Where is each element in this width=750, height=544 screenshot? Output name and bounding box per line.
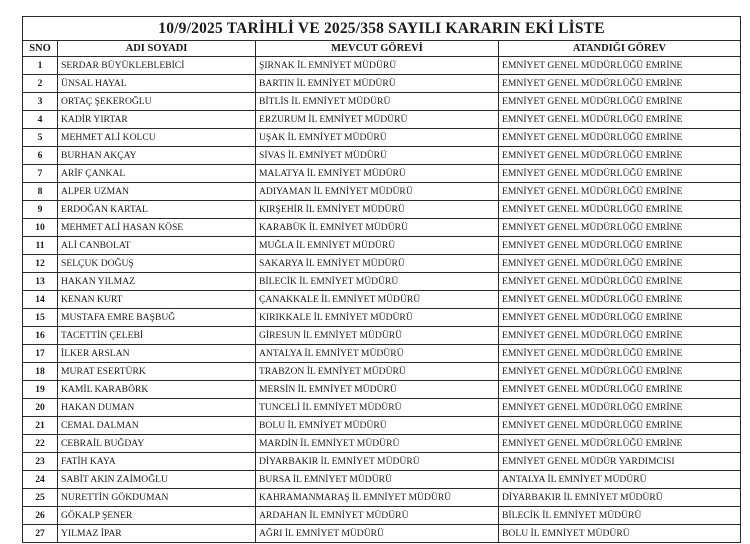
cell-name: KAMİL KARABÖRK xyxy=(58,381,256,399)
cell-current-duty: ÇANAKKALE İL EMNİYET MÜDÜRÜ xyxy=(256,291,499,309)
table-row xyxy=(23,363,741,381)
cell-current-duty: UŞAK İL EMNİYET MÜDÜRÜ xyxy=(256,129,499,147)
cell-assigned-duty: EMNİYET GENEL MÜDÜRLÜĞÜ EMRİNE xyxy=(499,165,741,183)
cell-name: CEMAL DALMAN xyxy=(58,417,256,435)
cell-name: ORTAÇ ŞEKEROĞLU xyxy=(58,93,256,111)
cell-current-duty: TUNCELİ İL EMNİYET MÜDÜRÜ xyxy=(256,399,499,417)
table-row xyxy=(23,507,741,525)
cell-sno: 27 xyxy=(23,525,58,543)
cell-name: SERDAR BÜYÜKLEBLEBİCİ xyxy=(58,57,256,75)
cell-name: NURETTİN GÖKDUMAN xyxy=(58,489,256,507)
cell-name: ARİF ÇANKAL xyxy=(58,165,256,183)
cell-assigned-duty: EMNİYET GENEL MÜDÜR YARDIMCISI xyxy=(499,453,741,471)
cell-current-duty: ARDAHAN İL EMNİYET MÜDÜRÜ xyxy=(256,507,499,525)
table-row xyxy=(23,291,741,309)
cell-current-duty: MUĞLA İL EMNİYET MÜDÜRÜ xyxy=(256,237,499,255)
cell-assigned-duty: EMNİYET GENEL MÜDÜRLÜĞÜ EMRİNE xyxy=(499,327,741,345)
cell-current-duty: DİYARBAKIR İL EMNİYET MÜDÜRÜ xyxy=(256,453,499,471)
cell-current-duty: ADIYAMAN İL EMNİYET MÜDÜRÜ xyxy=(256,183,499,201)
cell-sno: 4 xyxy=(23,111,58,129)
cell-assigned-duty: EMNİYET GENEL MÜDÜRLÜĞÜ EMRİNE xyxy=(499,417,741,435)
cell-sno: 11 xyxy=(23,237,58,255)
table-row xyxy=(23,273,741,291)
cell-current-duty: BOLU İL EMNİYET MÜDÜRÜ xyxy=(256,417,499,435)
cell-assigned-duty: EMNİYET GENEL MÜDÜRLÜĞÜ EMRİNE xyxy=(499,57,741,75)
table-row xyxy=(23,525,741,543)
table-row xyxy=(23,489,741,507)
cell-sno: 18 xyxy=(23,363,58,381)
cell-assigned-duty: EMNİYET GENEL MÜDÜRLÜĞÜ EMRİNE xyxy=(499,381,741,399)
cell-sno: 8 xyxy=(23,183,58,201)
table-row xyxy=(23,57,741,75)
cell-sno: 9 xyxy=(23,201,58,219)
document-title: 10/9/2025 TARİHLİ VE 2025/358 SAYILI KARARIN EKİ LİSTE xyxy=(23,17,741,41)
cell-name: YILMAZ İPAR xyxy=(58,525,256,543)
cell-sno: 3 xyxy=(23,93,58,111)
cell-assigned-duty: DİYARBAKIR İL EMNİYET MÜDÜRÜ xyxy=(499,489,741,507)
cell-assigned-duty: EMNİYET GENEL MÜDÜRLÜĞÜ EMRİNE xyxy=(499,201,741,219)
cell-assigned-duty: ANTALYA İL EMNİYET MÜDÜRÜ xyxy=(499,471,741,489)
cell-current-duty: SAKARYA İL EMNİYET MÜDÜRÜ xyxy=(256,255,499,273)
cell-name: MEHMET ALİ HASAN KÖSE xyxy=(58,219,256,237)
cell-assigned-duty: EMNİYET GENEL MÜDÜRLÜĞÜ EMRİNE xyxy=(499,255,741,273)
cell-name: FATİH KAYA xyxy=(58,453,256,471)
cell-assigned-duty: EMNİYET GENEL MÜDÜRLÜĞÜ EMRİNE xyxy=(499,237,741,255)
cell-name: MUSTAFA EMRE BAŞBUĞ xyxy=(58,309,256,327)
column-header-sno: SNO xyxy=(23,41,58,57)
table-row xyxy=(23,75,741,93)
cell-sno: 22 xyxy=(23,435,58,453)
table-row xyxy=(23,345,741,363)
cell-assigned-duty: EMNİYET GENEL MÜDÜRLÜĞÜ EMRİNE xyxy=(499,291,741,309)
table-row xyxy=(23,381,741,399)
cell-current-duty: MARDİN İL EMNİYET MÜDÜRÜ xyxy=(256,435,499,453)
cell-current-duty: KIRIKKALE İL EMNİYET MÜDÜRÜ xyxy=(256,309,499,327)
cell-sno: 16 xyxy=(23,327,58,345)
cell-name: TACETTİN ÇELEBİ xyxy=(58,327,256,345)
cell-name: SABİT AKIN ZAİMOĞLU xyxy=(58,471,256,489)
cell-name: MEHMET ALİ KOLCU xyxy=(58,129,256,147)
cell-name: ALİ CANBOLAT xyxy=(58,237,256,255)
table-row xyxy=(23,417,741,435)
cell-sno: 6 xyxy=(23,147,58,165)
cell-assigned-duty: EMNİYET GENEL MÜDÜRLÜĞÜ EMRİNE xyxy=(499,147,741,165)
cell-sno: 23 xyxy=(23,453,58,471)
cell-assigned-duty: EMNİYET GENEL MÜDÜRLÜĞÜ EMRİNE xyxy=(499,273,741,291)
table-row xyxy=(23,165,741,183)
table-row xyxy=(23,201,741,219)
cell-sno: 24 xyxy=(23,471,58,489)
cell-sno: 2 xyxy=(23,75,58,93)
cell-name: ERDOĞAN KARTAL xyxy=(58,201,256,219)
cell-current-duty: KIRŞEHİR İL EMNİYET MÜDÜRÜ xyxy=(256,201,499,219)
column-header-assigned-duty: ATANDIĞI GÖREV xyxy=(499,41,741,57)
table-row xyxy=(23,435,741,453)
cell-assigned-duty: EMNİYET GENEL MÜDÜRLÜĞÜ EMRİNE xyxy=(499,93,741,111)
cell-assigned-duty: EMNİYET GENEL MÜDÜRLÜĞÜ EMRİNE xyxy=(499,435,741,453)
cell-current-duty: GİRESUN İL EMNİYET MÜDÜRÜ xyxy=(256,327,499,345)
cell-assigned-duty: EMNİYET GENEL MÜDÜRLÜĞÜ EMRİNE xyxy=(499,219,741,237)
cell-name: HAKAN DUMAN xyxy=(58,399,256,417)
cell-current-duty: BARTIN İL EMNİYET MÜDÜRÜ xyxy=(256,75,499,93)
cell-sno: 21 xyxy=(23,417,58,435)
cell-assigned-duty: EMNİYET GENEL MÜDÜRLÜĞÜ EMRİNE xyxy=(499,309,741,327)
cell-assigned-duty: EMNİYET GENEL MÜDÜRLÜĞÜ EMRİNE xyxy=(499,129,741,147)
cell-sno: 17 xyxy=(23,345,58,363)
cell-name: ALPER UZMAN xyxy=(58,183,256,201)
table-row xyxy=(23,471,741,489)
cell-assigned-duty: BOLU İL EMNİYET MÜDÜRÜ xyxy=(499,525,741,543)
cell-name: GÖKALP ŞENER xyxy=(58,507,256,525)
cell-sno: 19 xyxy=(23,381,58,399)
table-row xyxy=(23,327,741,345)
cell-current-duty: BİLECİK İL EMNİYET MÜDÜRÜ xyxy=(256,273,499,291)
header-row xyxy=(23,41,741,57)
table-row xyxy=(23,147,741,165)
cell-assigned-duty: BİLECİK İL EMNİYET MÜDÜRÜ xyxy=(499,507,741,525)
cell-name: MURAT ESERTÜRK xyxy=(58,363,256,381)
cell-sno: 7 xyxy=(23,165,58,183)
cell-sno: 12 xyxy=(23,255,58,273)
cell-name: KENAN KURT xyxy=(58,291,256,309)
cell-assigned-duty: EMNİYET GENEL MÜDÜRLÜĞÜ EMRİNE xyxy=(499,75,741,93)
cell-name: HAKAN YILMAZ xyxy=(58,273,256,291)
cell-assigned-duty: EMNİYET GENEL MÜDÜRLÜĞÜ EMRİNE xyxy=(499,183,741,201)
cell-assigned-duty: EMNİYET GENEL MÜDÜRLÜĞÜ EMRİNE xyxy=(499,111,741,129)
cell-current-duty: AĞRI İL EMNİYET MÜDÜRÜ xyxy=(256,525,499,543)
table-row xyxy=(23,399,741,417)
cell-sno: 1 xyxy=(23,57,58,75)
cell-assigned-duty: EMNİYET GENEL MÜDÜRLÜĞÜ EMRİNE xyxy=(499,363,741,381)
cell-sno: 14 xyxy=(23,291,58,309)
table-row xyxy=(23,93,741,111)
cell-sno: 15 xyxy=(23,309,58,327)
cell-current-duty: BURSA İL EMNİYET MÜDÜRÜ xyxy=(256,471,499,489)
cell-sno: 25 xyxy=(23,489,58,507)
cell-assigned-duty: EMNİYET GENEL MÜDÜRLÜĞÜ EMRİNE xyxy=(499,399,741,417)
cell-current-duty: MERSİN İL EMNİYET MÜDÜRÜ xyxy=(256,381,499,399)
table-row xyxy=(23,183,741,201)
column-header-name: ADI SOYADI xyxy=(58,41,256,57)
cell-current-duty: BİTLİS İL EMNİYET MÜDÜRÜ xyxy=(256,93,499,111)
table-row xyxy=(23,453,741,471)
column-header-current-duty: MEVCUT GÖREVİ xyxy=(256,41,499,57)
cell-current-duty: TRABZON İL EMNİYET MÜDÜRÜ xyxy=(256,363,499,381)
cell-sno: 10 xyxy=(23,219,58,237)
cell-current-duty: SİVAS İL EMNİYET MÜDÜRÜ xyxy=(256,147,499,165)
cell-name: KADİR YIRTAR xyxy=(58,111,256,129)
cell-current-duty: KAHRAMANMARAŞ İL EMNİYET MÜDÜRÜ xyxy=(256,489,499,507)
table-row xyxy=(23,219,741,237)
cell-sno: 20 xyxy=(23,399,58,417)
cell-name: CEBRAİL BUĞDAY xyxy=(58,435,256,453)
cell-current-duty: KARABÜK İL EMNİYET MÜDÜRÜ xyxy=(256,219,499,237)
table-row xyxy=(23,111,741,129)
table-body xyxy=(23,57,741,543)
cell-sno: 26 xyxy=(23,507,58,525)
appointment-list-table xyxy=(22,16,741,543)
cell-name: İLKER ARSLAN xyxy=(58,345,256,363)
cell-name: BURHAN AKÇAY xyxy=(58,147,256,165)
cell-sno: 13 xyxy=(23,273,58,291)
cell-current-duty: ŞIRNAK İL EMNİYET MÜDÜRÜ xyxy=(256,57,499,75)
table-row xyxy=(23,255,741,273)
cell-name: ÜNSAL HAYAL xyxy=(58,75,256,93)
cell-current-duty: ERZURUM İL EMNİYET MÜDÜRÜ xyxy=(256,111,499,129)
cell-current-duty: ANTALYA İL EMNİYET MÜDÜRÜ xyxy=(256,345,499,363)
cell-name: SELÇUK DOĞUŞ xyxy=(58,255,256,273)
table-row xyxy=(23,129,741,147)
title-row xyxy=(23,17,741,41)
cell-current-duty: MALATYA İL EMNİYET MÜDÜRÜ xyxy=(256,165,499,183)
cell-assigned-duty: EMNİYET GENEL MÜDÜRLÜĞÜ EMRİNE xyxy=(499,345,741,363)
table-row xyxy=(23,309,741,327)
cell-sno: 5 xyxy=(23,129,58,147)
table-row xyxy=(23,237,741,255)
